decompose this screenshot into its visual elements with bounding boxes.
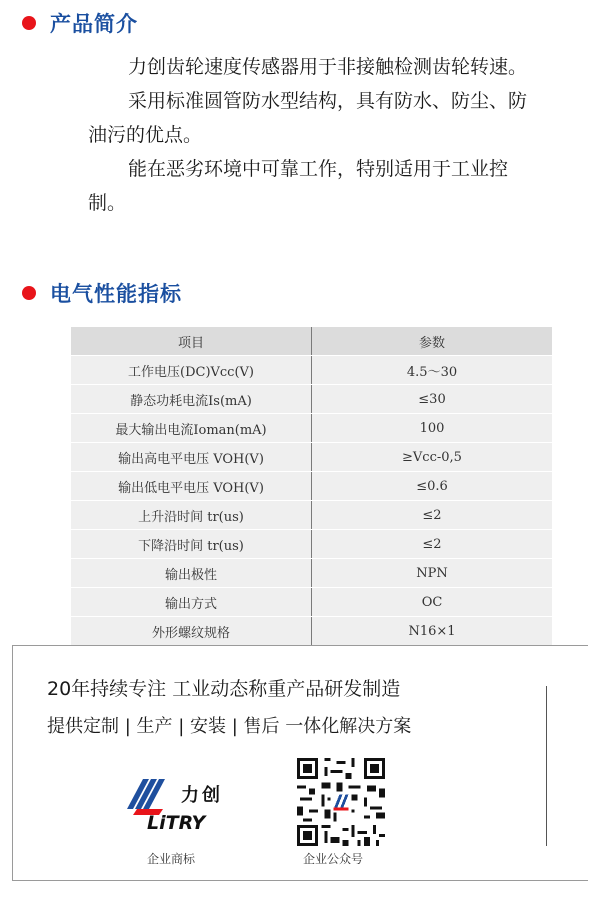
spec-value-cell: NPN bbox=[312, 559, 553, 588]
intro-paragraph: 力创齿轮速度传感器用于非接触检测齿轮转速。 bbox=[128, 56, 528, 78]
table-row bbox=[71, 414, 552, 443]
spec-name-cell: 输出方式 bbox=[71, 588, 312, 617]
spec-table bbox=[71, 327, 552, 646]
spec-value-cell: OC bbox=[312, 588, 553, 617]
spec-name-cell: 最大输出电流Ioman(mA) bbox=[71, 414, 312, 443]
table-row bbox=[71, 501, 552, 530]
promo-headline: 20年持续专注 工业动态称重产品研发制造 bbox=[47, 678, 401, 700]
logo-caption: 企业商标 bbox=[147, 852, 196, 866]
qr-caption: 企业公众号 bbox=[303, 852, 364, 866]
table-row bbox=[71, 559, 552, 588]
bullet-dot-icon bbox=[22, 16, 36, 30]
promo-box bbox=[12, 645, 588, 881]
spec-value-cell: ≤30 bbox=[312, 385, 553, 414]
promo-services: 提供定制 | 生产 | 安装 | 售后 一体化解决方案 bbox=[47, 716, 412, 737]
spec-name-cell: 输出极性 bbox=[71, 559, 312, 588]
divider bbox=[546, 686, 547, 846]
spec-value-cell: ≤2 bbox=[312, 530, 553, 559]
spec-name-cell: 上升沿时间 tr(us) bbox=[71, 501, 312, 530]
spec-value-cell: 4.5～30 bbox=[312, 356, 553, 385]
logo-english-text: LiTRY bbox=[147, 812, 206, 833]
table-row bbox=[71, 530, 552, 559]
intro-text bbox=[88, 50, 538, 220]
spec-name-cell: 下降沿时间 tr(us) bbox=[71, 530, 312, 559]
intro-paragraph: 能在恶劣环境中可靠工作，特别适用于工业控制。 bbox=[88, 158, 509, 214]
spec-value-cell: 100 bbox=[312, 414, 553, 443]
spec-name-cell: 输出低电平电压 VOH(V) bbox=[71, 472, 312, 501]
spec-value-cell: ≤2 bbox=[312, 501, 553, 530]
spec-value-cell: ≥Vcc-0,5 bbox=[312, 443, 553, 472]
table-row bbox=[71, 385, 552, 414]
intro-section-header bbox=[22, 8, 138, 38]
intro-section-title: 产品简介 bbox=[50, 12, 138, 36]
qr-code[interactable] bbox=[297, 758, 385, 846]
bullet-dot-icon bbox=[22, 286, 36, 300]
spec-value-cell: N16×1 bbox=[312, 617, 553, 646]
table-row bbox=[71, 443, 552, 472]
column-header-param: 参数 bbox=[312, 327, 553, 356]
spec-section-header bbox=[22, 278, 182, 308]
logo-chinese-text: 力创 bbox=[181, 785, 223, 806]
table-row bbox=[71, 356, 552, 385]
table-row bbox=[71, 472, 552, 501]
spec-name-cell: 输出高电平电压 VOH(V) bbox=[71, 443, 312, 472]
spec-name-cell: 静态功耗电流Is(mA) bbox=[71, 385, 312, 414]
spec-name-cell: 工作电压(DC)Vcc(V) bbox=[71, 356, 312, 385]
table-row bbox=[71, 617, 552, 646]
intro-paragraph: 采用标准圆管防水型结构，具有防水、防尘、防油污的优点。 bbox=[88, 90, 528, 146]
spec-value-cell: ≤0.6 bbox=[312, 472, 553, 501]
spec-section-title: 电气性能指标 bbox=[50, 282, 182, 306]
spec-name-cell: 外形螺纹规格 bbox=[71, 617, 312, 646]
table-header-row bbox=[71, 327, 552, 356]
column-header-item: 项目 bbox=[71, 327, 312, 356]
company-logo bbox=[123, 771, 243, 833]
table-row bbox=[71, 588, 552, 617]
